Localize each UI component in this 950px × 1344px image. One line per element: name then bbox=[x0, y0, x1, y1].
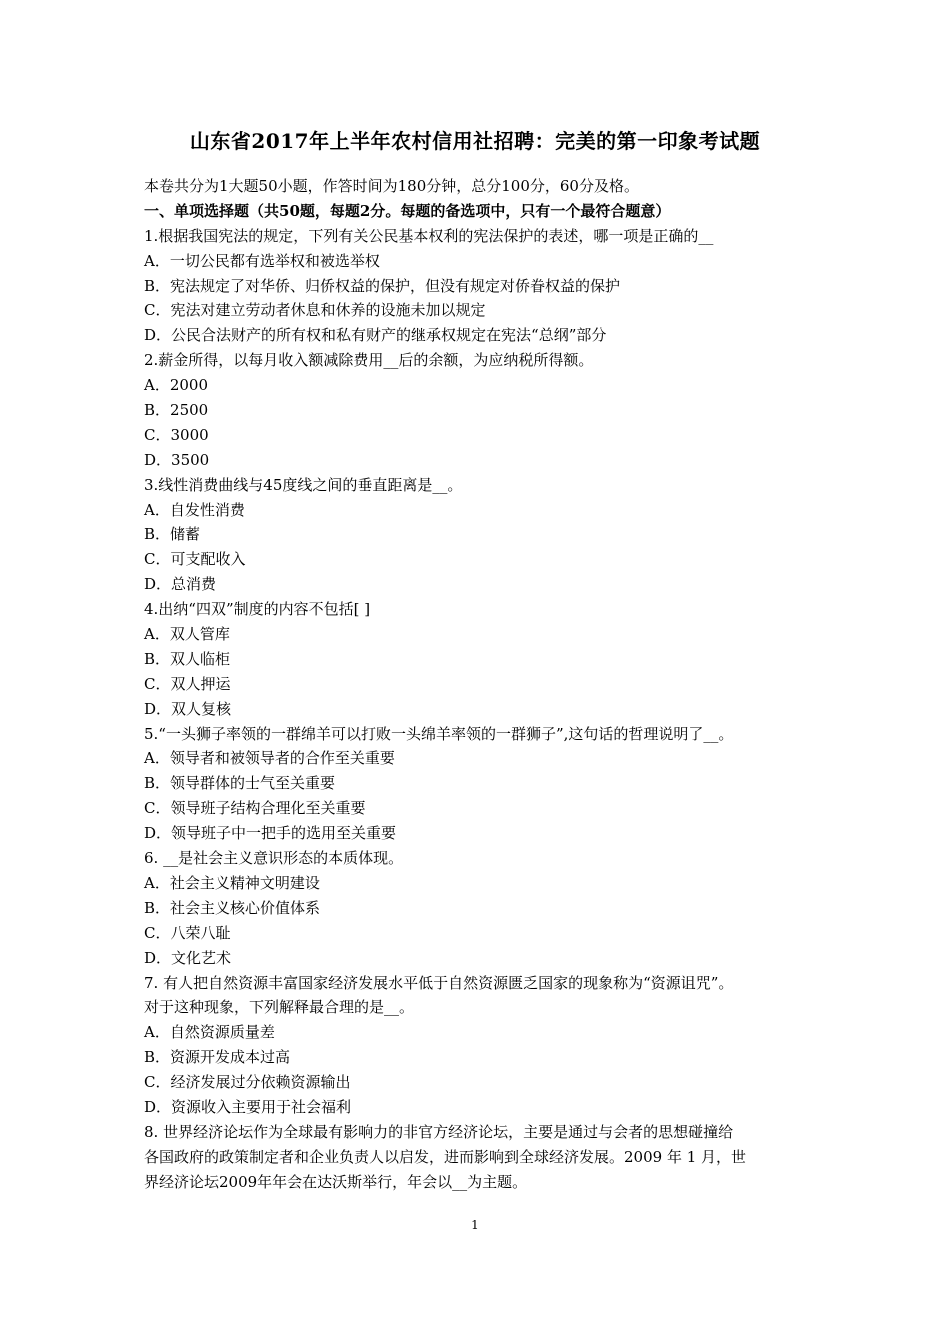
option-b: B．领导群体的士气至关重要 bbox=[144, 774, 336, 793]
question-stem: 6. __是社会主义意识形态的本质体现。 bbox=[144, 849, 404, 868]
option-c: C．宪法对建立劳动者休息和休养的设施未加以规定 bbox=[144, 301, 486, 320]
option-b: B．储蓄 bbox=[144, 525, 201, 544]
exam-intro: 本卷共分为1大题50小题，作答时间为180分钟，总分100分，60分及格。 bbox=[144, 177, 639, 195]
option-a: A．一切公民都有选举权和被选举权 bbox=[144, 251, 380, 270]
question-3 bbox=[144, 473, 814, 597]
option-c: C．领导班子结构合理化至关重要 bbox=[144, 799, 366, 818]
option-b: B．宪法规定了对华侨、归侨权益的保护，但没有规定对侨眷权益的保护 bbox=[144, 276, 621, 295]
question-6 bbox=[144, 846, 814, 970]
question-2 bbox=[144, 348, 814, 472]
option-a: A．社会主义精神文明建设 bbox=[144, 873, 320, 892]
option-d: D．资源收入主要用于社会福利 bbox=[144, 1097, 352, 1116]
question-1 bbox=[144, 224, 814, 348]
option-c: C．八荣八耻 bbox=[144, 923, 231, 942]
option-a: A．2000 bbox=[144, 376, 209, 395]
option-a: A．自发性消费 bbox=[144, 500, 245, 519]
section-heading: 一、单项选择题（共50题，每题2分。每题的备选项中，只有一个最符合题意） bbox=[144, 201, 671, 220]
question-5 bbox=[144, 722, 814, 846]
page-title: 山东省2017年上半年农村信用社招聘：完美的第一印象考试题 bbox=[189, 129, 761, 153]
option-c: C．经济发展过分依赖资源输出 bbox=[144, 1073, 351, 1092]
question-7 bbox=[144, 971, 814, 1120]
option-b: B．双人临柜 bbox=[144, 649, 231, 668]
option-d: D．公民合法财产的所有权和私有财产的继承权规定在宪法“总纲”部分 bbox=[144, 326, 607, 345]
document-body bbox=[144, 174, 814, 1195]
option-d: D．双人复核 bbox=[144, 699, 232, 718]
question-stem: 5.“一头狮子率领的一群绵羊可以打败一头绵羊率领的一群狮子”,这句话的哲理说明了__。 bbox=[144, 724, 734, 743]
question-stem-line-2: 各国政府的政策制定者和企业负责人以启发，进而影响到全球经济发展。2009 年 1 月，世 bbox=[144, 1147, 747, 1166]
option-b: B．社会主义核心价值体系 bbox=[144, 898, 321, 917]
question-stem: 4.出纳“四双”制度的内容不包括[ ] bbox=[144, 600, 371, 619]
question-stem: 3.线性消费曲线与45度线之间的垂直距离是__。 bbox=[144, 475, 463, 494]
option-d: D．文化艺术 bbox=[144, 948, 232, 967]
option-c: C．可支配收入 bbox=[144, 550, 246, 569]
question-stem: 1.根据我国宪法的规定，下列有关公民基本权利的宪法保护的表述，哪一项是正确的__ bbox=[144, 226, 714, 245]
option-d: D．总消费 bbox=[144, 575, 217, 594]
option-c: C．双人押运 bbox=[144, 674, 231, 693]
option-d: D．领导班子中一把手的选用至关重要 bbox=[144, 824, 397, 843]
question-stem-line-1: 8. 世界经济论坛作为全球最有影响力的非官方经济论坛，主要是通过与会者的思想碰撞给 bbox=[144, 1122, 734, 1141]
option-a: A．双人管库 bbox=[144, 625, 230, 644]
option-a: A．自然资源质量差 bbox=[144, 1023, 275, 1042]
question-stem-line-3: 界经济论坛2009年年会在达沃斯举行，年会以__为主题。 bbox=[144, 1172, 528, 1191]
question-stem-line-1: 7. 有人把自然资源丰富国家经济发展水平低于自然资源匮乏国家的现象称为“资源诅咒”。 bbox=[144, 973, 734, 992]
question-8 bbox=[144, 1120, 814, 1195]
option-c: C．3000 bbox=[144, 425, 209, 444]
page-number: 1 bbox=[471, 1218, 479, 1232]
option-d: D．3500 bbox=[144, 450, 210, 469]
question-stem: 2.薪金所得，以每月收入额减除费用__后的余额，为应纳税所得额。 bbox=[144, 351, 594, 370]
question-stem-line-2: 对于这种现象，下列解释最合理的是__。 bbox=[144, 998, 415, 1017]
question-4 bbox=[144, 597, 814, 721]
option-a: A．领导者和被领导者的合作至关重要 bbox=[144, 749, 395, 768]
option-b: B．2500 bbox=[144, 401, 209, 420]
option-b: B．资源开发成本过高 bbox=[144, 1048, 291, 1067]
